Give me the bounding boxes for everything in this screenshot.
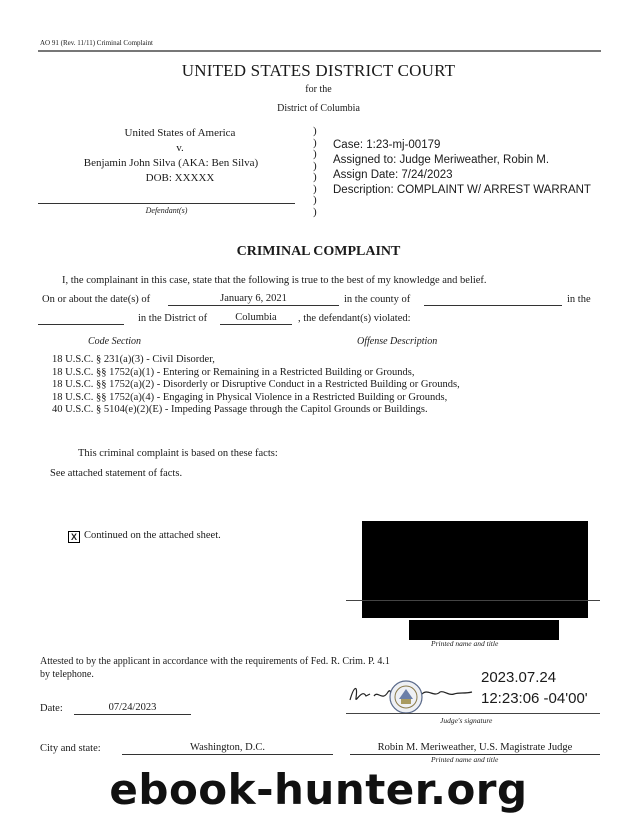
signed-date: 2023.07.24 <box>481 669 557 686</box>
continued-checkbox[interactable]: X <box>68 531 80 543</box>
assign-date: Assign Date: 7/24/2023 <box>333 169 453 181</box>
judge-printed-name: Robin M. Meriweather, U.S. Magistrate Judge <box>350 742 600 755</box>
violation-item: 18 U.S.C. §§ 1752(a)(2) - Disorderly or Disruptive Conduct in a Restricted Building or Grounds, <box>52 379 460 390</box>
header-rule <box>38 50 601 52</box>
caption-parentheses: ) ) ) ) ) ) ) ) <box>313 125 317 218</box>
violated-label: , the defendant(s) violated: <box>298 313 411 324</box>
printed-name-label-2: Printed name and title <box>431 755 499 764</box>
violation-item: 18 U.S.C. § 231(a)(3) - Civil Disorder, <box>52 354 215 365</box>
violation-item: 40 U.S.C. § 5104(e)(2)(E) - Impeding Passage through the Capitol Grounds or Buildings. <box>52 404 428 415</box>
violation-item: 18 U.S.C. §§ 1752(a)(4) - Engaging in Physical Violence in a Restricted Building or Grounds, <box>52 391 448 403</box>
court-seal-icon <box>388 679 424 715</box>
continued-label: Continued on the attached sheet. <box>84 530 221 541</box>
in-the-label: in the <box>567 294 591 305</box>
district-field: Columbia <box>220 312 292 325</box>
case-info-block <box>333 138 591 198</box>
see-attached: See attached statement of facts. <box>50 468 183 479</box>
court-for-text: for the <box>305 84 332 95</box>
violations-list <box>52 354 460 417</box>
defendant-dob: DOB: XXXXX <box>145 172 215 184</box>
form-id: AO 91 (Rev. 11/11) Criminal Complaint <box>40 39 153 47</box>
violation-item: 18 U.S.C. §§ 1752(a)(1) - Entering or Remaining in a Restricted Building or Grounds, <box>52 366 415 378</box>
date-label: Date: <box>40 703 63 714</box>
redacted-printed-name <box>409 620 559 640</box>
watermark-text: ebook-hunter.org <box>109 765 528 814</box>
versus-text: v. <box>176 142 184 154</box>
assigned-to: Assigned to: Judge Meriweather, Robin M. <box>333 154 550 166</box>
case-number: Case: 1:23-mj-00179 <box>333 139 441 151</box>
complaint-intro: I, the complainant in this case, state that the following is true to the best of my knowledge and belief. <box>62 275 487 286</box>
case-description: Description: COMPLAINT W/ ARREST WARRANT <box>333 184 591 196</box>
state-field <box>38 312 124 325</box>
printed-name-label: Printed name and title <box>431 639 499 648</box>
offense-date-field: January 6, 2021 <box>168 293 339 306</box>
complaint-heading: CRIMINAL COMPLAINT <box>236 244 401 259</box>
code-section-header: Code Section <box>88 336 142 347</box>
court-district: District of Columbia <box>277 103 360 114</box>
date-field: 07/24/2023 <box>74 702 191 715</box>
by-telephone-text: by telephone. <box>40 669 94 680</box>
complainant-signature-rule <box>346 600 600 601</box>
city-state-field: Washington, D.C. <box>122 742 333 755</box>
defendant-name: Benjamin John Silva (AKA: Ben Silva) <box>83 157 259 169</box>
defendant-label: Defendant(s) <box>145 206 188 215</box>
on-or-about-label: On or about the date(s) of <box>42 294 151 305</box>
attested-text: Attested to by the applicant in accordance with the requirements of Fed. R. Crim. P. 4.1 <box>40 656 390 667</box>
based-on-facts: This criminal complaint is based on these facts: <box>78 448 278 459</box>
in-county-label: in the county of <box>344 294 411 305</box>
county-field <box>424 293 562 306</box>
defendant-rule <box>38 203 295 204</box>
judges-signature-label: Judge's signature <box>440 716 493 725</box>
in-district-label: in the District of <box>138 313 208 324</box>
redacted-signature <box>362 521 588 618</box>
plaintiff-name: United States of America <box>124 127 236 139</box>
court-title: UNITED STATES DISTRICT COURT <box>181 61 456 80</box>
city-state-label: City and state: <box>40 743 101 754</box>
offense-description-header: Offense Description <box>357 336 438 347</box>
judge-signature-rule <box>346 713 600 714</box>
signed-time: 12:23:06 -04'00' <box>481 690 588 707</box>
